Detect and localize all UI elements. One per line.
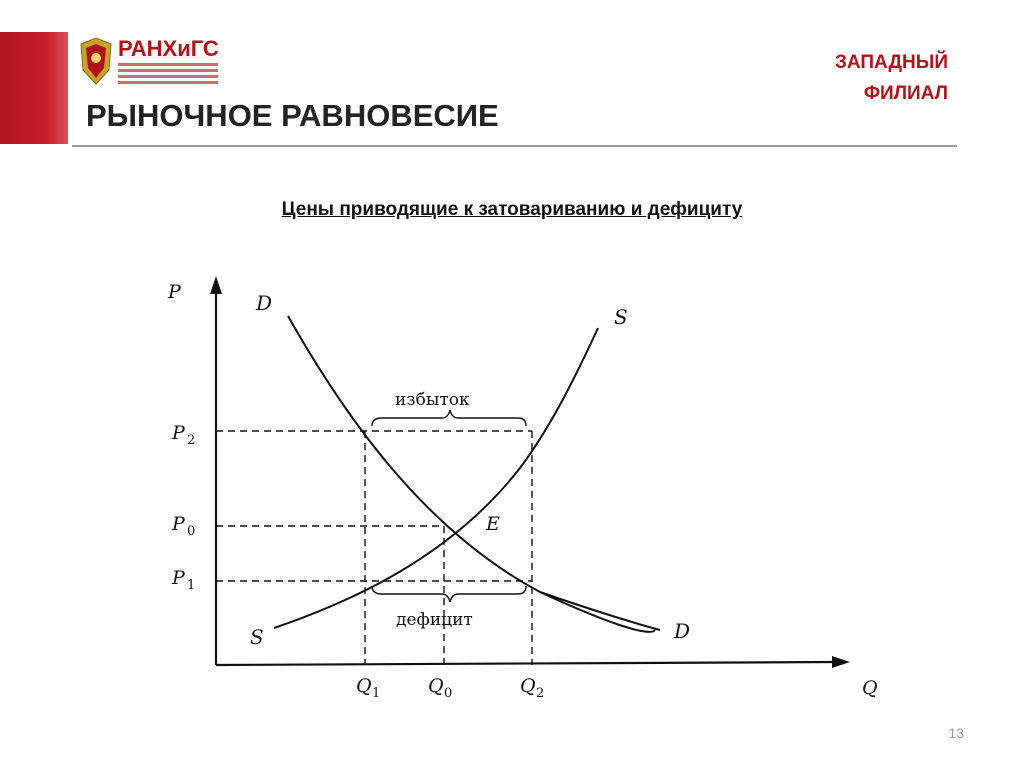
q0-subscript: 0 [444, 686, 453, 701]
p2-subscript: 2 [187, 433, 196, 448]
slide-title: РЫНОЧНОЕ РАВНОВЕСИЕ [86, 98, 499, 133]
p1-subscript: 1 [187, 578, 196, 593]
crest-icon [78, 36, 114, 86]
deficit-brace [372, 586, 526, 602]
supply-demand-diagram [160, 268, 900, 708]
page-number: 13 [948, 725, 964, 741]
supply-label-bottom: S [250, 625, 264, 649]
q-axis-arrow [832, 656, 850, 668]
p2-label: P [172, 422, 185, 444]
q0-label: Q [428, 675, 444, 697]
subtitle-text: Цены приводящие к затовариванию и дефициту [281, 199, 743, 220]
deficit-label: дефицит [396, 610, 473, 630]
demand-label-bottom: D [674, 619, 691, 643]
title-divider [72, 145, 957, 147]
q2-label: Q [520, 675, 536, 697]
demand-curve-tail [540, 592, 660, 630]
logo-wordmark: РАНХиГС [118, 36, 219, 61]
q2-subscript: 2 [536, 686, 545, 701]
q-axis [216, 662, 835, 665]
slide-subtitle [0, 199, 1024, 221]
surplus-label: избыток [395, 390, 470, 410]
surplus-brace [372, 410, 526, 426]
p-axis-label: P [168, 281, 181, 303]
branch-line-1: ЗАПАДНЫЙ [835, 52, 948, 73]
header-accent-bar [0, 32, 68, 144]
q1-label: Q [356, 675, 372, 697]
supply-label-top: S [614, 305, 628, 329]
q-axis-label: Q [862, 677, 878, 699]
p1-label: P [172, 567, 185, 589]
demand-curve [288, 316, 655, 632]
ranepa-logo [78, 36, 218, 86]
logo-subtext [118, 63, 218, 87]
p-axis-arrow [210, 276, 222, 294]
equilibrium-label: E [486, 513, 500, 535]
p0-label: P [172, 513, 185, 535]
demand-label-top: D [256, 291, 273, 315]
branch-label [748, 47, 948, 109]
q1-subscript: 1 [372, 686, 381, 701]
branch-line-2: ФИЛИАЛ [863, 83, 948, 104]
p0-subscript: 0 [187, 524, 196, 539]
